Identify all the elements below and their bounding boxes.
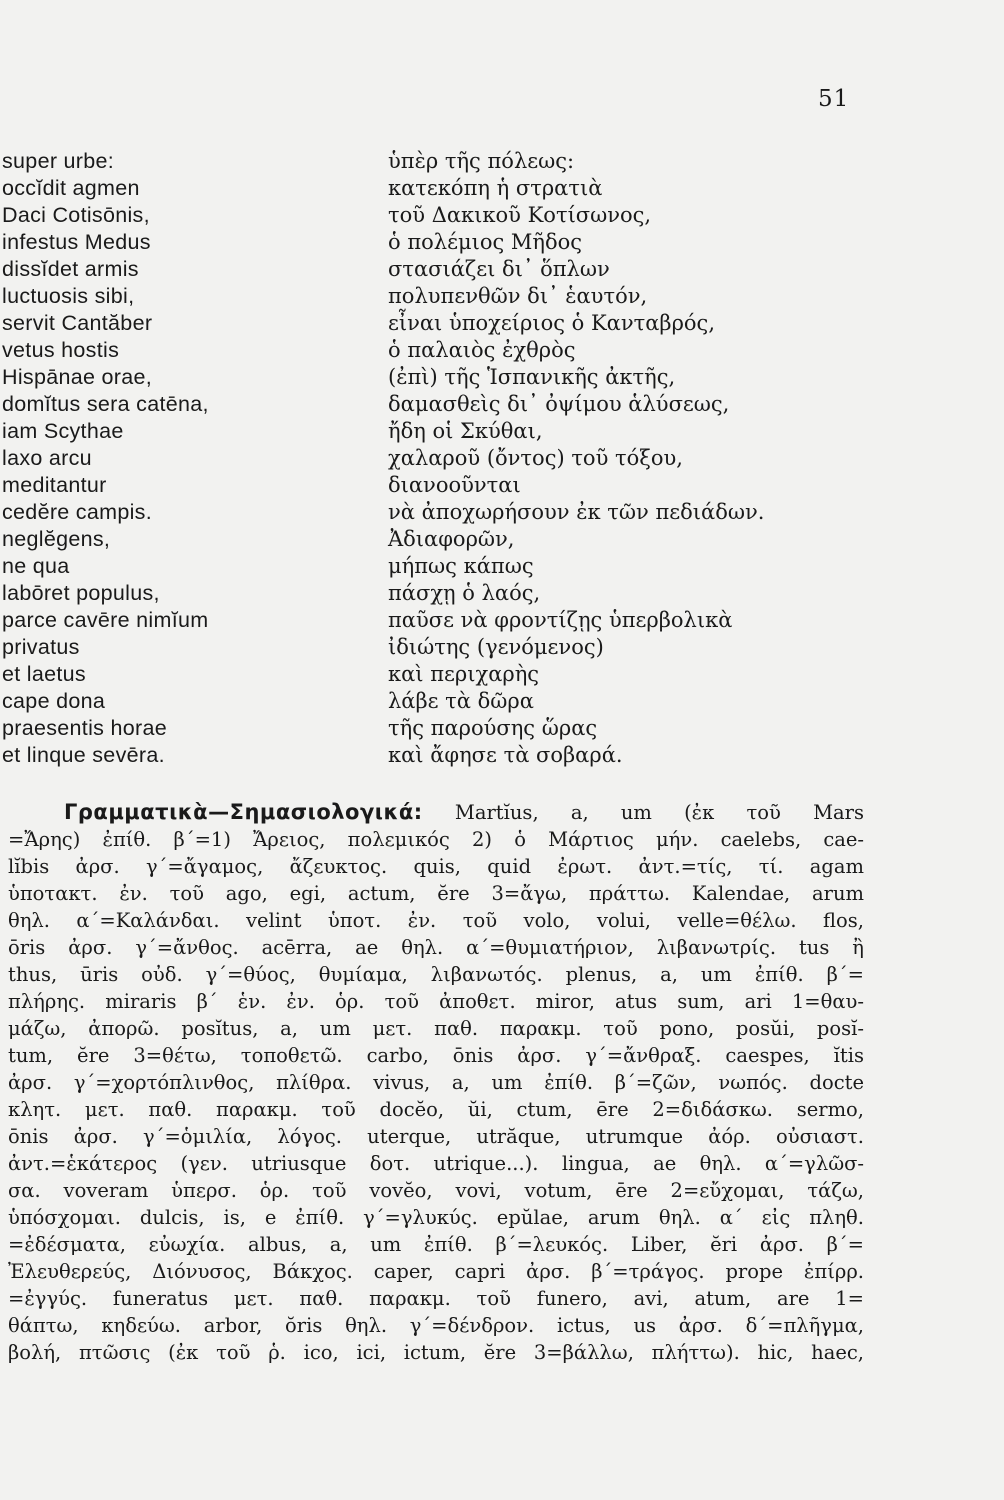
grammar-note-line: ἀρσ. γ´=χορτόπλινθος, πλίθρα. vivus, a, um ἐπίθ. β´=ζῶν, νωπός. docte (8, 1071, 864, 1094)
grammar-note-line: θηλ. α´=Καλάνδαι. velint ὑποτ. ἐν. τοῦ volo, volui, velle=θέλω. flos, (8, 909, 864, 932)
latin-verse-line: luctuosis sibi, (2, 284, 135, 308)
grammar-section-title: Γραμματικὰ—Σημασιολογικά: (64, 800, 423, 824)
grammar-note-text: Martĭus, a, um (ἐκ τοῦ Mars (454, 801, 864, 824)
grammar-note-line: κλητ. μετ. παθ. παρακμ. τοῦ docĕo, ŭi, ctum, ēre 2=διδάσκω. sermo, (8, 1098, 864, 1121)
grammar-note-line: ὑπόσχομαι. dulcis, is, e ἐπίθ. γ´=γλυκύς. epŭlae, arum θηλ. α´ εἰς πληθ. (8, 1206, 864, 1229)
grammar-heading-line (8, 799, 864, 826)
greek-translation-line: ἤδη οἱ Σκύθαι, (388, 419, 543, 443)
latin-verse-line: dissĭdet armis (2, 257, 139, 281)
latin-verse-line: servit Cantăber (2, 311, 153, 335)
latin-verse-line: cape dona (2, 689, 106, 713)
greek-translation-line: εἶναι ὑποχείριος ὁ Κανταβρός, (388, 311, 715, 335)
latin-verse-line: cedĕre campis. (2, 500, 152, 524)
greek-translation-line: Ἀδιαφορῶν, (388, 527, 515, 551)
grammar-note-line: μάζω, ἀπορῶ. posĭtus, a, um μετ. παθ. παρακμ. τοῦ pono, posŭi, posĭ- (8, 1017, 864, 1040)
greek-translation-line: καὶ ἄφησε τὰ σοβαρά. (388, 743, 623, 767)
latin-verse-line: parce cavēre nimĭum (2, 608, 209, 632)
grammar-note-line: =ἐδέσματα, εὐωχία. albus, a, um ἐπίθ. β´=λευκός. Liber, ĕri ἀρσ. β´= (8, 1233, 864, 1256)
latin-verse-line: iam Scythae (2, 419, 124, 443)
greek-translation-line: στασιάζει δι᾽ ὅπλων (388, 257, 610, 281)
latin-verse-column (2, 148, 442, 769)
latin-verse-line: super urbe: (2, 149, 115, 173)
latin-verse-line: Daci Cotisōnis, (2, 203, 150, 227)
grammar-note-line: ōnis ἀρσ. γ´=ὁμιλία, λόγος. uterque, utrăque, utrumque ἀόρ. οὐσιαστ. (8, 1125, 864, 1148)
latin-verse-line: neglĕgens, (2, 527, 111, 551)
greek-translation-line: ὁ πολέμιος Μῆδος (388, 230, 583, 254)
grammar-note-line: Ἐλευθερεύς, Διόνυσος, Βάκχος. caper, capri ἀρσ. β´=τράγος. prope ἐπίρρ. (8, 1260, 864, 1283)
latin-verse-line: meditantur (2, 473, 107, 497)
greek-translation-line: ὑπὲρ τῆς πόλεως: (388, 149, 575, 173)
grammar-note-line: thus, ūris οὐδ. γ´=θύος, θυμίαμα, λιβανωτός. plenus, a, um ἐπίθ. β´= (8, 963, 864, 986)
greek-translation-line: ὁ παλαιὸς ἐχθρὸς (388, 338, 576, 362)
greek-translation-line: πάσχῃ ὁ λαός, (388, 581, 541, 605)
greek-translation-line: πολυπενθῶν δι᾽ ἑαυτόν, (388, 284, 648, 308)
latin-verse-line: occĭdit agmen (2, 176, 140, 200)
greek-translation-line: καὶ περιχαρὴς (388, 662, 540, 686)
grammar-note-line: =Ἄρης) ἐπίθ. β´=1) Ἄρειος, πολεμικός 2) ὁ Μάρτιος μήν. caelebs, cae- (8, 828, 864, 851)
greek-translation-line: ἰδιώτης (γενόμενος) (388, 635, 604, 659)
latin-verse-line: praesentis horae (2, 716, 167, 740)
greek-translation-line: παῦσε νὰ φροντίζῃς ὑπερβολικὰ (388, 608, 733, 632)
grammar-note-line: tum, ĕre 3=θέτω, τοποθετῶ. carbo, ōnis ἀρσ. γ´=ἄνθραξ. caespes, ĭtis (8, 1044, 864, 1067)
grammar-notes (8, 799, 864, 1366)
greek-translation-line: τῆς παρούσης ὥρας (388, 716, 598, 740)
greek-translation-line: δαμασθεὶς δι᾽ ὀψίμου ἁλύσεως, (388, 392, 730, 416)
grammar-note-line: lĭbis ἀρσ. γ´=ἄγαμος, ἄζευκτος. quis, quid ἐρωτ. ἀντ.=τίς, τί. agam (8, 855, 864, 878)
page-number: 51 (818, 86, 850, 112)
latin-verse-line: Hispānae orae, (2, 365, 153, 389)
greek-translation-line: μήπως κάπως (388, 554, 534, 578)
greek-translation-line: νὰ ἀποχωρήσουν ἐκ τῶν πεδιάδων. (388, 500, 765, 524)
greek-translation-line: κατεκόπη ἡ στρατιὰ (388, 176, 603, 200)
grammar-note-line: πλήρης. miraris β´ ἑν. ἐν. ὁρ. τοῦ ἀποθετ. miror, atus sum, ari 1=θαυ- (8, 990, 864, 1013)
grammar-note-line: σα. voveram ὑπερσ. ὁρ. τοῦ vovĕo, vovi, votum, ēre 2=εὔχομαι, τάζω, (8, 1179, 864, 1202)
latin-verse-line: ne qua (2, 554, 70, 578)
latin-verse-line: infestus Medus (2, 230, 151, 254)
greek-translation-line: χαλαροῦ (ὄντος) τοῦ τόξου, (388, 446, 683, 470)
latin-verse-line: domĭtus sera catēna, (2, 392, 209, 416)
grammar-note-line: ōris ἀρσ. γ´=ἄνθος. acērra, ae θηλ. α´=θυμιατήριον, λιβανωτρίς. tus ἢ (8, 936, 864, 959)
greek-translation-line: τοῦ Δακικοῦ Κοτίσωνος, (388, 203, 652, 227)
greek-translation-column (388, 148, 828, 769)
greek-translation-line: (ἐπὶ) τῆς Ἱσπανικῆς ἀκτῆς, (388, 365, 676, 389)
latin-verse-line: labōret populus, (2, 581, 160, 605)
grammar-note-line: ὑποτακτ. ἐν. τοῦ ago, egi, actum, ĕre 3=ἄγω, πράττω. Kalendae, arum (8, 882, 864, 905)
grammar-note-line: ἀντ.=ἑκάτερος (γεν. utriusque δοτ. utrique...). lingua, ae θηλ. α´=γλῶσ- (8, 1152, 864, 1175)
latin-verse-line: et linque sevēra. (2, 743, 165, 767)
latin-verse-line: privatus (2, 635, 80, 659)
latin-verse-line: et laetus (2, 662, 86, 686)
grammar-note-line: βολή, πτῶσις (ἐκ τοῦ ῥ. ico, ici, ictum, ĕre 3=βάλλω, πλήττω). hic, haec, (8, 1341, 864, 1364)
grammar-note-line: =ἐγγύς. funeratus μετ. παθ. παρακμ. τοῦ funero, avi, atum, are 1= (8, 1287, 864, 1310)
latin-verse-line: vetus hostis (2, 338, 120, 362)
grammar-note-line: θάπτω, κηδεύω. arbor, ŏris θηλ. γ´=δένδρον. ictus, us ἀρσ. δ´=πλῆγμα, (8, 1314, 864, 1337)
latin-verse-line: laxo arcu (2, 446, 92, 470)
greek-translation-line: λάβε τὰ δῶρα (388, 689, 534, 713)
greek-translation-line: διανοοῦνται (388, 473, 521, 497)
